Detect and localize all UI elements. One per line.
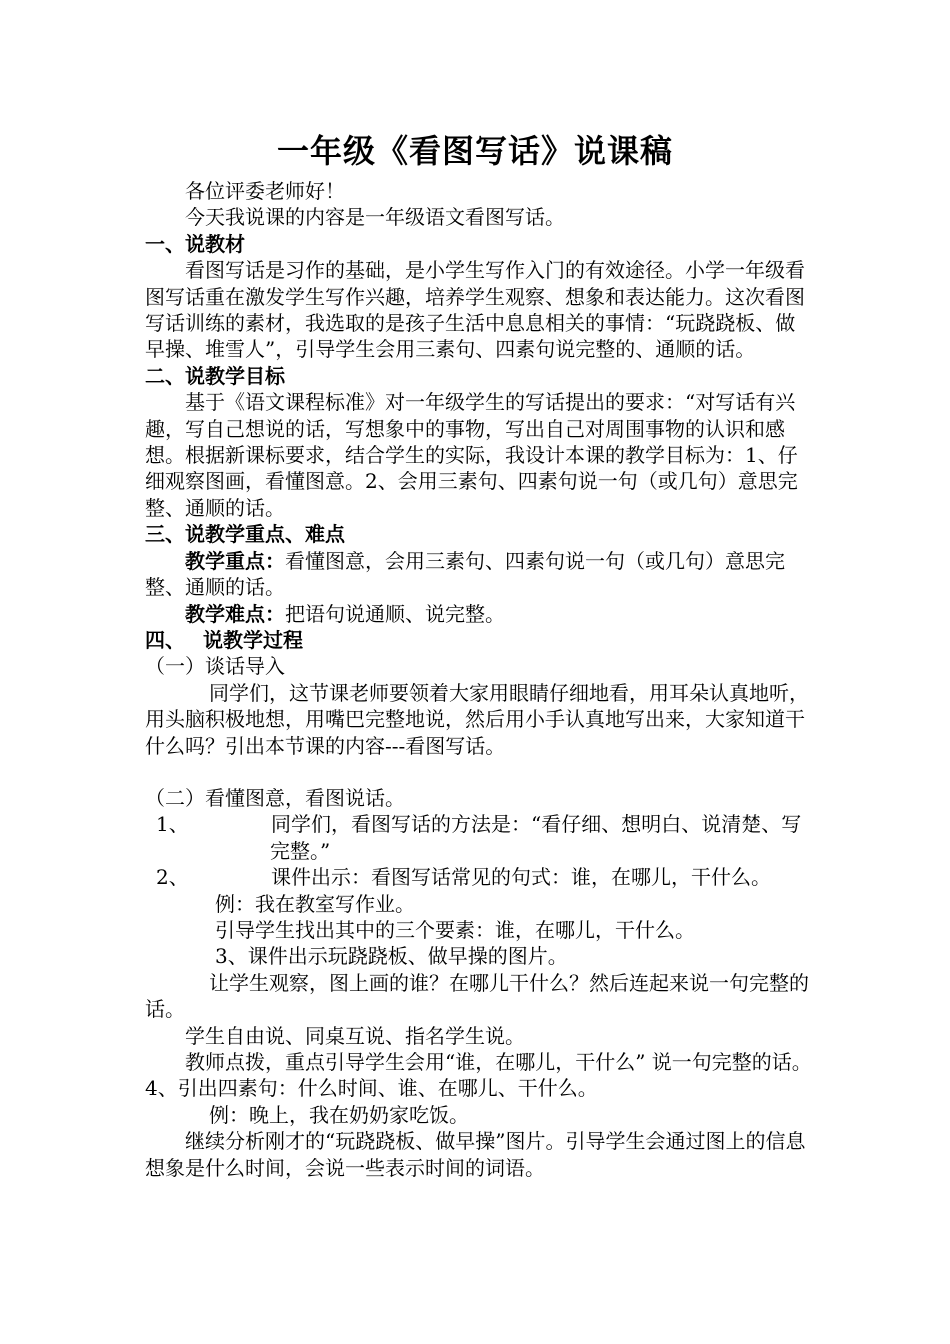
process-heading-number: 四、 (145, 627, 185, 652)
teacher-hint-paragraph: 教师点拨，重点引导学生会用“谁，在哪儿，干什么” 说一句完整的话。 (185, 1050, 812, 1074)
goals-paragraph: 基于《语文课程标准》对一年级学生的写话提出的要求：“对写话有兴趣，写自己想说的话，写想象中的事物，写出自己对周围事物的认识和感想。根据新课标要求，结合学生的实际，我设计本课的教学目标为：1、仔细观察图画，看懂图意。2、会用三素句、四素句说一句（或几句）意思完整、通顺的话。 (145, 390, 798, 520)
key-point-label: 教学重点： (185, 548, 285, 573)
continue-paragraph: 继续分析刚才的“玩跷跷板、做早操”图片。引导学生会通过图上的信息想象是什么时间，会说一些表示时间的词语。 (145, 1129, 806, 1180)
intro-paragraph: 今天我说课的内容是一年级语文看图写话。 (185, 205, 565, 230)
list-item-4: 4、引出四素句：什么时间、谁、在哪儿、干什么。 (145, 1076, 598, 1101)
key-point-text: 看懂图意，会用三素句、四素句说一句（或几句）意思完整、通顺的话。 (145, 548, 785, 600)
list-item-1 (145, 811, 815, 864)
page-title: 一年级《看图写话》说课稿 (276, 132, 673, 170)
key-point-paragraph (145, 548, 815, 601)
part2-title: （二）看懂图意，看图说话。 (145, 785, 405, 810)
guide-paragraph: 引导学生找出其中的三个要素：谁，在哪儿，干什么。 (215, 917, 695, 942)
section-heading-goals: 二、说教学目标 (145, 363, 285, 388)
blank-line (145, 759, 815, 785)
part1-paragraph: 同学们，这节课老师要领着大家用眼睛仔细地看，用耳朵认真地听，用头脑积极地想，用嘴巴完整地说，然后用小手认真地写出来，大家知道干什么吗？引出本节课的内容---看图写话。 (145, 680, 809, 758)
greeting: 各位评委老师好！ (185, 179, 345, 203)
observe-paragraph: 让学生观察，图上画的谁？在哪儿干什么？然后连起来说一句完整的话。 (145, 970, 809, 1022)
list-item-3: 3、课件出示玩跷跷板、做早操的图片。 (215, 944, 568, 969)
free-talk-paragraph: 学生自由说、同桌互说、指名学生说。 (185, 1023, 525, 1048)
part1-title: （一）谈话导入 (145, 654, 285, 679)
list-item-2-text: 课件出示：看图写话常见的句式：谁，在哪儿，干什么。 (271, 865, 771, 890)
list-item-2-number: 2、 (156, 865, 189, 890)
example-1: 例：我在教室写作业。 (215, 891, 415, 916)
textbook-paragraph: 看图写话是习作的基础，是小学生写作入门的有效途径。小学一年级看图写话重在激发学生写作兴趣，培养学生观察、想象和表达能力。这次看图写话训练的素材，我选取的是孩子生活中息息相关的事情：“玩跷跷板、做早操、堆雪人”，引导学生会用三素句、四素句说完整的、通顺的话。 (145, 258, 805, 362)
section-heading-process (145, 627, 815, 653)
difficulty-label: 教学难点： (185, 601, 285, 626)
section-heading-textbook: 一、说教材 (145, 231, 245, 256)
section-heading-key-points: 三、说教学重点、难点 (145, 522, 345, 547)
list-item-1-text: 同学们，看图写话的方法是：“看仔细、想明白、说清楚、写完整。” (270, 812, 802, 863)
difficulty-text: 把语句说通顺、说完整。 (285, 601, 505, 626)
document-body (145, 178, 815, 1181)
difficulty-paragraph (145, 601, 815, 627)
list-item-2 (145, 864, 815, 890)
process-heading-text: 说教学过程 (203, 627, 303, 652)
example-2: 例：晚上，我在奶奶家吃饭。 (209, 1102, 469, 1127)
list-item-1-number: 1、 (156, 812, 189, 837)
